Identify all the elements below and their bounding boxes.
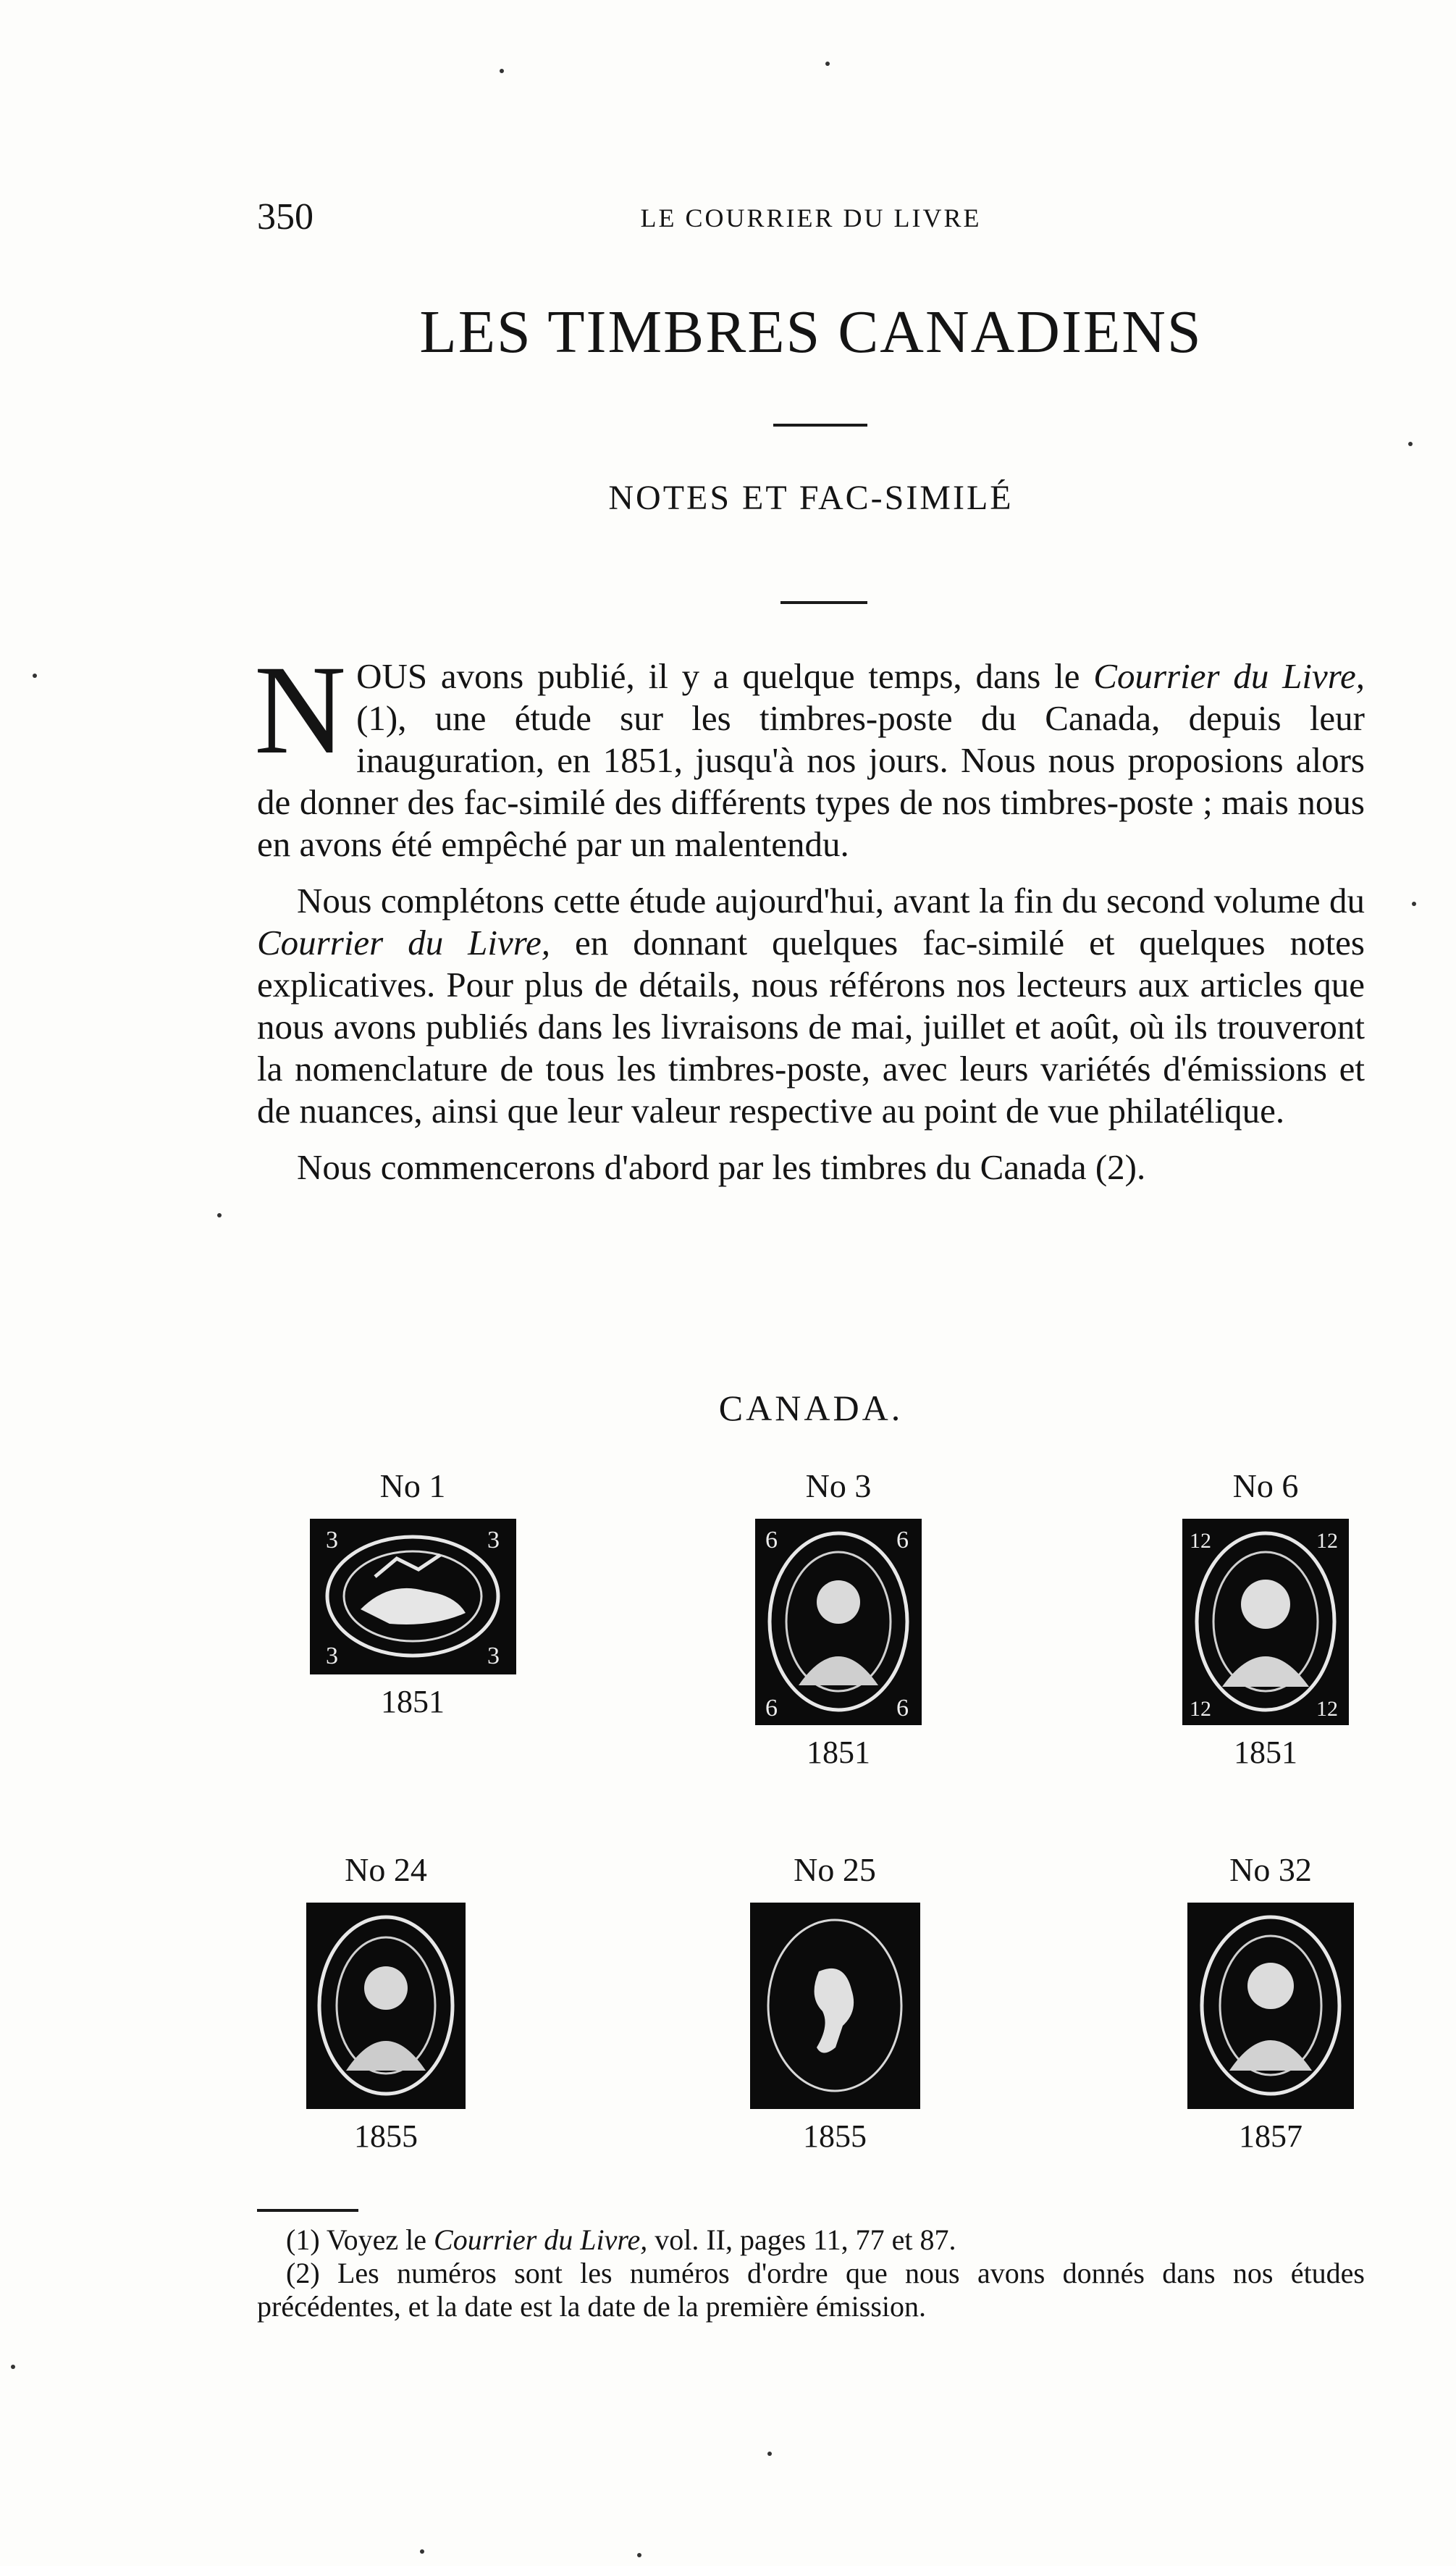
footnote-1: (1) Voyez le Courrier du Livre, vol. II, pages 11, 77 et 87. <box>286 2223 956 2256</box>
stamp-figure <box>1119 1850 1423 2155</box>
stamp-number: No 1 <box>379 1467 446 1504</box>
scan-speck <box>500 69 504 73</box>
stamp-year: 1851 <box>381 1684 445 1719</box>
running-head: LE COURRIER DU LIVRE <box>640 204 982 232</box>
paragraph-2: Nous complétons cette étude aujourd'hui, avant la fin du second volume du Courrier du Livre, en donnant quelques fac-similé et quelques notes explicatives. Pour plus de détails, nous référons nos lecteurs aux articles que nous avons publiés dans les livraisons de mai, juillet et août, où ils trouveront la nomenclature de tous les timbres-poste, avec leurs variétés d'émissions et de nuances, ainsi que leur valeur respective au point de vue philatélique. <box>257 881 1365 1131</box>
svg-text:12: 12 <box>1190 1697 1211 1721</box>
scan-speck <box>767 2452 772 2456</box>
svg-text:6: 6 <box>765 1695 778 1722</box>
stamp-number: No 24 <box>345 1851 427 1888</box>
stamp-year: 1851 <box>1234 1735 1297 1770</box>
stamp-figure <box>686 1467 990 1771</box>
queen-portrait-stamp-icon <box>1182 1519 1349 1725</box>
svg-text:12: 12 <box>1316 1697 1338 1721</box>
scan-speck <box>217 1213 222 1217</box>
stamp-year: 1855 <box>803 2118 867 2154</box>
paragraph-3: Nous commencerons d'abord par les timbres du Canada (2). <box>297 1147 1146 1187</box>
svg-text:6: 6 <box>765 1527 778 1554</box>
stamp-figure <box>683 1850 987 2155</box>
page-header <box>257 196 1365 246</box>
portrait-stamp-icon <box>306 1903 466 2109</box>
scan-speck <box>1412 902 1416 906</box>
footnote-2: (2) Les numéros sont les numéros d'ordre que nous avons donnés dans nos études précédentes, et la date est la date de la première émission. <box>257 2257 1365 2323</box>
stamp-year: 1855 <box>354 2118 418 2154</box>
scan-speck <box>11 2365 15 2369</box>
page-number: 350 <box>257 196 313 238</box>
stamp-year: 1851 <box>807 1735 870 1770</box>
portrait-stamp-icon <box>1187 1903 1354 2109</box>
scan-speck <box>1408 442 1413 446</box>
profile-stamp-icon <box>750 1903 920 2109</box>
stamp-figure <box>1114 1467 1418 1771</box>
footnote-rule <box>257 2209 358 2212</box>
scan-speck <box>637 2553 641 2557</box>
stamp-number: No 3 <box>805 1467 872 1504</box>
scan-speck <box>825 62 830 66</box>
title-rule <box>773 424 867 427</box>
portrait-stamp-icon <box>755 1519 922 1725</box>
svg-text:3: 3 <box>325 1643 338 1669</box>
drop-cap: N <box>254 640 347 781</box>
article-title: LES TIMBRES CANADIENS <box>419 298 1203 366</box>
section-heading: CANADA. <box>718 1388 904 1428</box>
svg-text:6: 6 <box>896 1695 909 1722</box>
beaver-stamp-icon <box>310 1519 516 1674</box>
paragraph-1: NOUS avons publié, il y a quelque temps, dans le Courrier du Livre, (1), une étude sur les timbres-poste du Canada, depuis leur inauguration, en 1851, jusqu'à nos jours. Nous nous proposions alors de donner des fac-similé des différents types de nos timbres-poste ; mais nous en avons été empêché par un malentendu. <box>254 640 1365 864</box>
svg-text:12: 12 <box>1316 1529 1338 1553</box>
stamp-year: 1857 <box>1239 2118 1303 2154</box>
stamp-number: No 6 <box>1232 1467 1299 1504</box>
subtitle-rule <box>780 601 867 604</box>
article-subtitle: NOTES ET FAC-SIMILÉ <box>608 479 1014 517</box>
stamp-number: No 32 <box>1229 1851 1312 1888</box>
scan-speck <box>420 2549 424 2554</box>
svg-text:3: 3 <box>487 1527 500 1554</box>
svg-text:12: 12 <box>1190 1529 1211 1553</box>
svg-text:3: 3 <box>325 1527 338 1554</box>
scan-speck <box>33 674 37 678</box>
stamp-figure <box>261 1467 565 1720</box>
stamp-figure <box>234 1850 538 2155</box>
stamp-number: No 25 <box>794 1851 876 1888</box>
article-body <box>254 640 1365 1188</box>
svg-text:3: 3 <box>487 1643 500 1669</box>
footnotes <box>257 2223 1365 2323</box>
svg-text:6: 6 <box>896 1527 909 1554</box>
